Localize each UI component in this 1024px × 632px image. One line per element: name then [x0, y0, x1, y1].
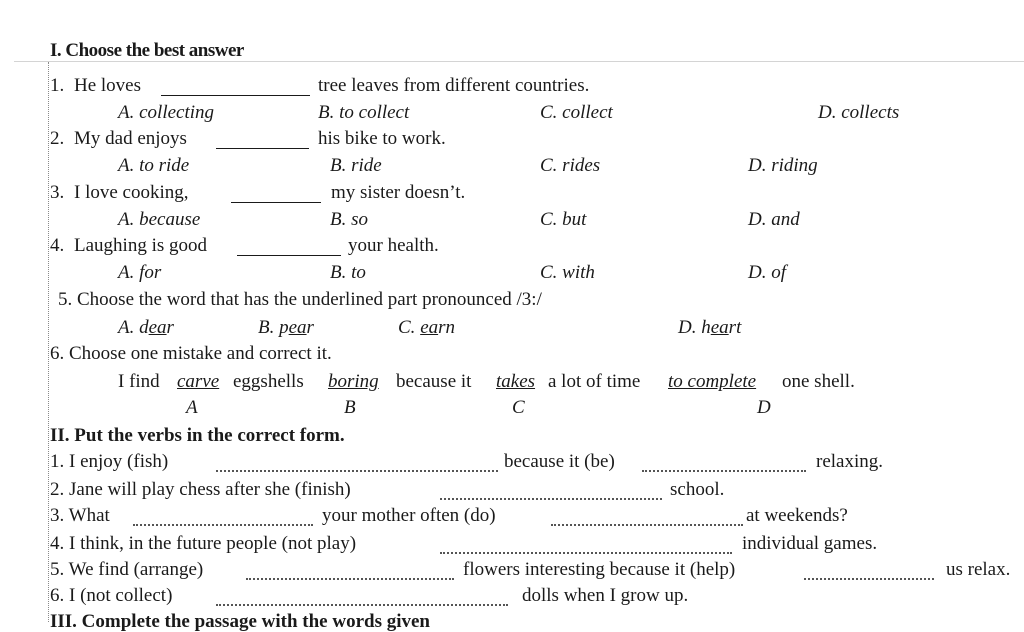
- cut-section-3-heading: III. Complete the passage with the words given: [50, 611, 430, 632]
- q4-number: 4.: [50, 235, 65, 256]
- q6-sentence-part-5: one shell.: [782, 371, 855, 392]
- q1-option-d[interactable]: D. collects: [818, 102, 900, 123]
- s2-item-5-blank-1[interactable]: [246, 578, 454, 580]
- q2-option-a[interactable]: A. to ride: [118, 155, 190, 176]
- q2-option-c[interactable]: C. rides: [540, 155, 601, 176]
- s2-item-2-blank[interactable]: [440, 498, 662, 500]
- s2-item-3-part-1: 3. What: [50, 505, 110, 526]
- q3-text-after: my sister doesn’t.: [331, 182, 466, 203]
- q3-option-c[interactable]: C. but: [540, 209, 587, 230]
- q5-option-d[interactable]: D. heart: [678, 317, 742, 338]
- q1-blank[interactable]: [161, 95, 310, 96]
- q6-word-d[interactable]: to complete: [668, 371, 757, 392]
- s2-item-3-blank-1[interactable]: [133, 524, 313, 526]
- q5-prompt: 5. Choose the word that has the underlined part pronounced /3:/: [58, 289, 542, 310]
- s2-item-1-blank-1[interactable]: [216, 470, 498, 472]
- s2-item-1-blank-2[interactable]: [642, 470, 806, 472]
- q3-blank[interactable]: [231, 202, 321, 203]
- s2-item-1-part-3: relaxing.: [816, 451, 884, 472]
- s2-item-3-blank-2[interactable]: [551, 524, 743, 526]
- s2-item-6-part-1: 6. I (not collect): [50, 585, 173, 606]
- s2-item-1-part-1: 1. I enjoy (fish): [50, 451, 169, 472]
- q6-sentence-part-2: eggshells: [233, 371, 304, 392]
- s2-item-2-part-2: school.: [670, 479, 725, 500]
- s2-item-6-blank[interactable]: [216, 604, 508, 606]
- q4-text-before: Laughing is good: [74, 235, 207, 256]
- top-rule: [14, 61, 1024, 62]
- q6-sentence-part-4: a lot of time: [548, 371, 641, 392]
- q4-text-after: your health.: [348, 235, 439, 256]
- q2-option-b[interactable]: B. ride: [330, 155, 382, 176]
- q6-word-b[interactable]: boring: [328, 371, 379, 392]
- q4-option-d[interactable]: D. of: [748, 262, 786, 283]
- q6-sentence-part-1: I find: [118, 371, 160, 392]
- q5-option-a-underlined-part: ea: [148, 317, 167, 338]
- q1-text-after: tree leaves from different countries.: [318, 75, 590, 96]
- q1-number: 1.: [50, 75, 65, 96]
- q6-word-a[interactable]: carve: [177, 371, 220, 392]
- q3-text-before: I love cooking,: [74, 182, 189, 203]
- q5-option-a[interactable]: A. dear: [118, 317, 174, 338]
- s2-item-3-part-2: your mother often (do): [322, 505, 496, 526]
- q6-letter-b: B: [344, 397, 356, 418]
- s2-item-5-part-3: us relax.: [946, 559, 1011, 580]
- q1-text-before: He loves: [74, 75, 142, 96]
- q6-prompt: 6. Choose one mistake and correct it.: [50, 343, 332, 364]
- q6-letter-c: C: [512, 397, 525, 418]
- s2-item-4-part-2: individual games.: [742, 533, 878, 554]
- q3-option-a[interactable]: A. because: [118, 209, 201, 230]
- q3-option-b[interactable]: B. so: [330, 209, 368, 230]
- section-2-heading: II. Put the verbs in the correct form.: [50, 425, 345, 446]
- q2-number: 2.: [50, 128, 65, 149]
- q4-option-b[interactable]: B. to: [330, 262, 366, 283]
- q4-blank[interactable]: [237, 255, 341, 256]
- left-margin-rule: [48, 62, 49, 622]
- cut-section-heading: I. Choose the best answer: [50, 40, 244, 61]
- s2-item-1-part-2: because it (be): [504, 451, 615, 472]
- s2-item-5-blank-2[interactable]: [804, 578, 934, 580]
- s2-item-6-part-2: dolls when I grow up.: [522, 585, 689, 606]
- q6-word-c[interactable]: takes: [496, 371, 536, 392]
- q1-option-a[interactable]: A. collecting: [118, 102, 215, 123]
- s2-item-4-part-1: 4. I think, in the future people (not play): [50, 533, 357, 554]
- q1-option-c[interactable]: C. collect: [540, 102, 613, 123]
- q6-letter-d: D: [757, 397, 771, 418]
- s2-item-2-part-1: 2. Jane will play chess after she (finish): [50, 479, 351, 500]
- q5-option-c-underlined-part: ea: [420, 317, 439, 338]
- q5-option-b[interactable]: B. pear: [258, 317, 314, 338]
- q2-text-before: My dad enjoys: [74, 128, 187, 149]
- s2-item-5-part-2: flowers interesting because it (help): [463, 559, 736, 580]
- q6-letter-a: A: [186, 397, 198, 418]
- q3-number: 3.: [50, 182, 65, 203]
- q6-sentence-part-3: because it: [396, 371, 472, 392]
- q5-option-d-underlined-part: ea: [710, 317, 729, 338]
- q3-option-d[interactable]: D. and: [748, 209, 800, 230]
- s2-item-4-blank[interactable]: [440, 552, 732, 554]
- q4-option-a[interactable]: A. for: [118, 262, 162, 283]
- s2-item-3-part-3: at weekends?: [746, 505, 848, 526]
- q4-option-c[interactable]: C. with: [540, 262, 595, 283]
- s2-item-5-part-1: 5. We find (arrange): [50, 559, 204, 580]
- q1-option-b[interactable]: B. to collect: [318, 102, 410, 123]
- q5-option-c[interactable]: C. earn: [398, 317, 456, 338]
- q2-option-d[interactable]: D. riding: [748, 155, 818, 176]
- q2-blank[interactable]: [216, 148, 309, 149]
- q5-option-b-underlined-part: ea: [288, 317, 307, 338]
- q2-text-after: his bike to work.: [318, 128, 446, 149]
